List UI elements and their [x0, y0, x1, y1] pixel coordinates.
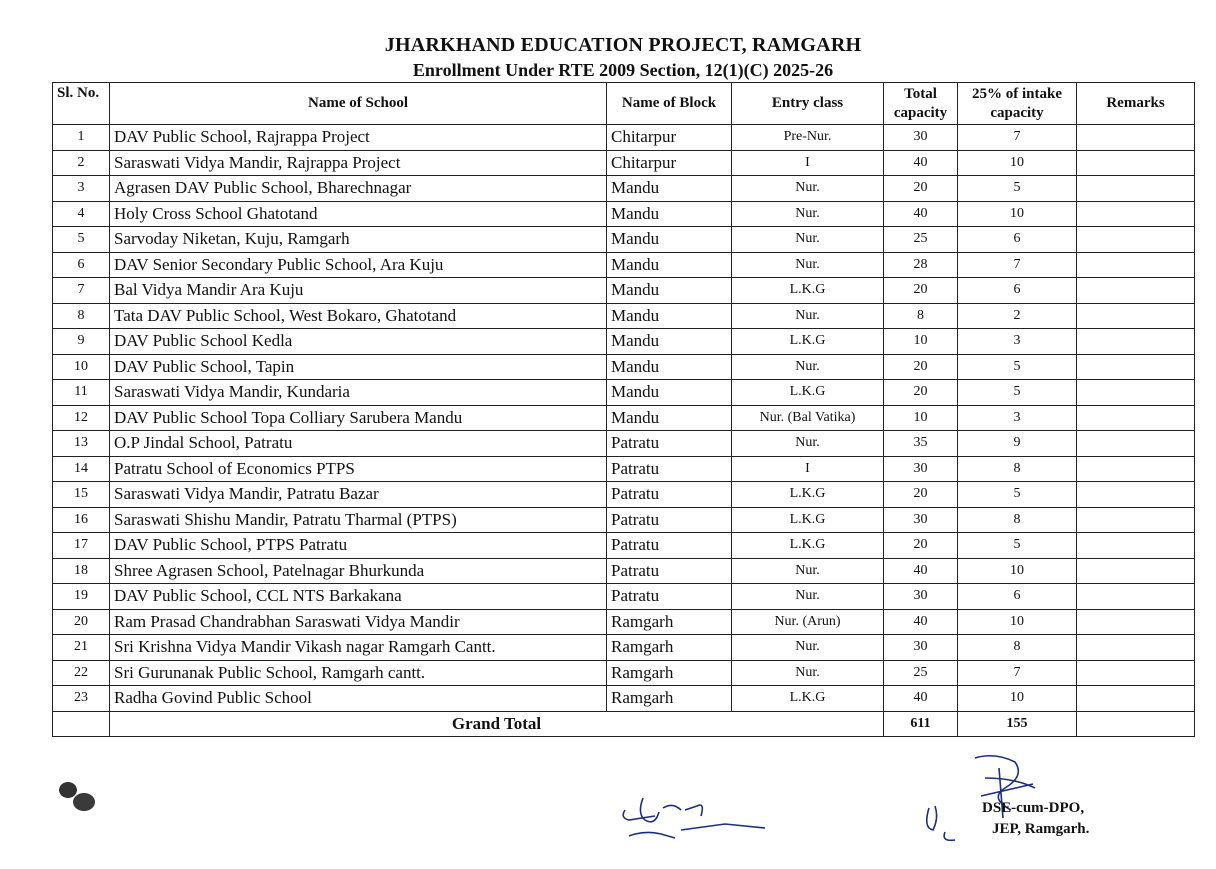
total-capacity-cell: 20 [884, 533, 958, 559]
sl-cell: 16 [53, 507, 110, 533]
block-name-cell: Mandu [607, 329, 732, 355]
total-capacity-cell: 40 [884, 150, 958, 176]
entry-class-cell: L.K.G [732, 278, 884, 304]
school-name-cell: Bal Vidya Mandir Ara Kuju [110, 278, 607, 304]
block-name-cell: Mandu [607, 354, 732, 380]
block-name-cell: Patratu [607, 584, 732, 610]
intake-capacity-cell: 5 [958, 482, 1077, 508]
total-capacity-cell: 8 [884, 303, 958, 329]
sl-cell: 22 [53, 660, 110, 686]
intake-capacity-cell: 5 [958, 176, 1077, 202]
remarks-cell [1077, 278, 1195, 304]
intake-capacity-cell: 10 [958, 686, 1077, 712]
block-name-cell: Patratu [607, 558, 732, 584]
table-row [53, 431, 1195, 457]
sl-cell: 20 [53, 609, 110, 635]
table-row [53, 660, 1195, 686]
total-capacity-cell: 20 [884, 482, 958, 508]
table-row [53, 380, 1195, 406]
enrollment-table [52, 82, 1195, 737]
entry-class-cell: Nur. (Arun) [732, 609, 884, 635]
school-name-cell: DAV Public School Topa Colliary Sarubera Mandu [110, 405, 607, 431]
grand-total-blank [53, 711, 110, 737]
table-row [53, 278, 1195, 304]
sl-cell: 7 [53, 278, 110, 304]
table-row [53, 252, 1195, 278]
block-name-cell: Ramgarh [607, 660, 732, 686]
intake-capacity-cell: 5 [958, 533, 1077, 559]
table-row [53, 354, 1195, 380]
table-row [53, 125, 1195, 151]
remarks-cell [1077, 176, 1195, 202]
table-row [53, 329, 1195, 355]
remarks-cell [1077, 354, 1195, 380]
school-name-cell: DAV Public School, Rajrappa Project [110, 125, 607, 151]
school-name-cell: Holy Cross School Ghatotand [110, 201, 607, 227]
entry-class-cell: I [732, 150, 884, 176]
table-row [53, 507, 1195, 533]
remarks-cell [1077, 686, 1195, 712]
intake-capacity-cell: 2 [958, 303, 1077, 329]
entry-class-cell: L.K.G [732, 329, 884, 355]
entry-class-cell: Pre-Nur. [732, 125, 884, 151]
remarks-cell [1077, 431, 1195, 457]
intake-capacity-cell: 3 [958, 329, 1077, 355]
table-row [53, 201, 1195, 227]
block-name-cell: Mandu [607, 252, 732, 278]
remarks-cell [1077, 507, 1195, 533]
sl-cell: 13 [53, 431, 110, 457]
entry-class-cell: Nur. [732, 201, 884, 227]
entry-class-cell: Nur. [732, 584, 884, 610]
school-name-cell: O.P Jindal School, Patratu [110, 431, 607, 457]
col-header-intake: 25% of intake capacity [958, 83, 1077, 125]
remarks-cell [1077, 660, 1195, 686]
grand-total-row [53, 711, 1195, 737]
handwritten-initial-mark [615, 790, 785, 850]
total-capacity-cell: 40 [884, 558, 958, 584]
table-row [53, 635, 1195, 661]
intake-capacity-cell: 10 [958, 558, 1077, 584]
entry-class-cell: L.K.G [732, 686, 884, 712]
entry-class-cell: I [732, 456, 884, 482]
school-name-cell: Ram Prasad Chandrabhan Saraswati Vidya Mandir [110, 609, 607, 635]
block-name-cell: Mandu [607, 176, 732, 202]
entry-class-cell: Nur. [732, 176, 884, 202]
remarks-cell [1077, 584, 1195, 610]
intake-capacity-cell: 9 [958, 431, 1077, 457]
remarks-cell [1077, 405, 1195, 431]
entry-class-cell: Nur. [732, 252, 884, 278]
remarks-cell [1077, 456, 1195, 482]
intake-capacity-cell: 8 [958, 635, 1077, 661]
intake-capacity-cell: 10 [958, 201, 1077, 227]
sl-cell: 10 [53, 354, 110, 380]
table-row [53, 482, 1195, 508]
school-name-cell: DAV Senior Secondary Public School, Ara Kuju [110, 252, 607, 278]
remarks-cell [1077, 252, 1195, 278]
sl-cell: 23 [53, 686, 110, 712]
table-row [53, 405, 1195, 431]
remarks-cell [1077, 558, 1195, 584]
total-capacity-cell: 20 [884, 380, 958, 406]
table-row [53, 303, 1195, 329]
page-title: JHARKHAND EDUCATION PROJECT, RAMGARH [384, 34, 862, 56]
total-capacity-cell: 40 [884, 201, 958, 227]
block-name-cell: Ramgarh [607, 635, 732, 661]
sl-cell: 8 [53, 303, 110, 329]
entry-class-cell: L.K.G [732, 533, 884, 559]
block-name-cell: Patratu [607, 456, 732, 482]
sl-cell: 5 [53, 227, 110, 253]
intake-capacity-cell: 6 [958, 227, 1077, 253]
remarks-cell [1077, 609, 1195, 635]
sl-cell: 19 [53, 584, 110, 610]
sl-cell: 21 [53, 635, 110, 661]
remarks-cell [1077, 150, 1195, 176]
col-header-sl: Sl. No. [53, 83, 110, 125]
remarks-cell [1077, 125, 1195, 151]
total-capacity-cell: 40 [884, 609, 958, 635]
entry-class-cell: Nur. [732, 431, 884, 457]
block-name-cell: Mandu [607, 201, 732, 227]
school-name-cell: Saraswati Vidya Mandir, Kundaria [110, 380, 607, 406]
school-name-cell: Tata DAV Public School, West Bokaro, Ghatotand [110, 303, 607, 329]
entry-class-cell: Nur. [732, 635, 884, 661]
total-capacity-cell: 20 [884, 278, 958, 304]
grand-total-remarks [1077, 711, 1195, 737]
entry-class-cell: L.K.G [732, 380, 884, 406]
intake-capacity-cell: 3 [958, 405, 1077, 431]
total-capacity-cell: 30 [884, 507, 958, 533]
total-capacity-cell: 10 [884, 329, 958, 355]
sl-cell: 6 [53, 252, 110, 278]
school-name-cell: Saraswati Vidya Mandir, Rajrappa Project [110, 150, 607, 176]
total-capacity-cell: 30 [884, 456, 958, 482]
entry-class-cell: Nur. (Bal Vatika) [732, 405, 884, 431]
table-header-row [53, 83, 1195, 125]
entry-class-cell: L.K.G [732, 482, 884, 508]
remarks-cell [1077, 329, 1195, 355]
table-row [53, 150, 1195, 176]
sl-cell: 14 [53, 456, 110, 482]
school-name-cell: Sri Krishna Vidya Mandir Vikash nagar Ramgarh Cantt. [110, 635, 607, 661]
block-name-cell: Chitarpur [607, 150, 732, 176]
block-name-cell: Mandu [607, 278, 732, 304]
total-capacity-cell: 25 [884, 227, 958, 253]
total-capacity-cell: 30 [884, 584, 958, 610]
intake-capacity-cell: 5 [958, 354, 1077, 380]
total-capacity-cell: 30 [884, 125, 958, 151]
school-name-cell: DAV Public School Kedla [110, 329, 607, 355]
grand-total-label: Grand Total [110, 711, 884, 737]
sl-cell: 12 [53, 405, 110, 431]
total-capacity-cell: 20 [884, 176, 958, 202]
intake-capacity-cell: 5 [958, 380, 1077, 406]
sl-cell: 11 [53, 380, 110, 406]
school-name-cell: Saraswati Shishu Mandir, Patratu Tharmal (PTPS) [110, 507, 607, 533]
intake-capacity-cell: 10 [958, 609, 1077, 635]
entry-class-cell: Nur. [732, 354, 884, 380]
col-header-total: Total capacity [884, 83, 958, 125]
intake-capacity-cell: 8 [958, 507, 1077, 533]
sl-cell: 2 [53, 150, 110, 176]
school-name-cell: Sri Gurunanak Public School, Ramgarh cantt. [110, 660, 607, 686]
entry-class-cell: Nur. [732, 303, 884, 329]
sl-cell: 1 [53, 125, 110, 151]
entry-class-cell: Nur. [732, 227, 884, 253]
intake-capacity-cell: 7 [958, 660, 1077, 686]
block-name-cell: Patratu [607, 431, 732, 457]
table-row [53, 584, 1195, 610]
remarks-cell [1077, 635, 1195, 661]
remarks-cell [1077, 303, 1195, 329]
table-row [53, 533, 1195, 559]
sl-cell: 9 [53, 329, 110, 355]
block-name-cell: Mandu [607, 405, 732, 431]
sl-cell: 15 [53, 482, 110, 508]
table-row [53, 176, 1195, 202]
table-row [53, 609, 1195, 635]
total-capacity-cell: 20 [884, 354, 958, 380]
intake-capacity-cell: 10 [958, 150, 1077, 176]
remarks-cell [1077, 533, 1195, 559]
total-capacity-cell: 10 [884, 405, 958, 431]
block-name-cell: Patratu [607, 507, 732, 533]
entry-class-cell: L.K.G [732, 507, 884, 533]
col-header-remarks: Remarks [1077, 83, 1195, 125]
block-name-cell: Patratu [607, 533, 732, 559]
intake-capacity-cell: 7 [958, 125, 1077, 151]
block-name-cell: Chitarpur [607, 125, 732, 151]
grand-total-capacity: 611 [884, 711, 958, 737]
school-name-cell: Patratu School of Economics PTPS [110, 456, 607, 482]
sl-cell: 18 [53, 558, 110, 584]
hole-punch-mark [56, 780, 100, 814]
school-name-cell: DAV Public School, PTPS Patratu [110, 533, 607, 559]
block-name-cell: Mandu [607, 380, 732, 406]
school-name-cell: Sarvoday Niketan, Kuju, Ramgarh [110, 227, 607, 253]
remarks-cell [1077, 227, 1195, 253]
table-row [53, 686, 1195, 712]
remarks-cell [1077, 201, 1195, 227]
signatory-office: JEP, Ramgarh. [992, 821, 1090, 837]
total-capacity-cell: 35 [884, 431, 958, 457]
school-name-cell: DAV Public School, Tapin [110, 354, 607, 380]
table-row [53, 227, 1195, 253]
signatory-designation: DSE-cum-DPO, [982, 800, 1085, 816]
block-name-cell: Mandu [607, 227, 732, 253]
entry-class-cell: Nur. [732, 660, 884, 686]
remarks-cell [1077, 380, 1195, 406]
block-name-cell: Patratu [607, 482, 732, 508]
sl-cell: 3 [53, 176, 110, 202]
intake-capacity-cell: 6 [958, 278, 1077, 304]
total-capacity-cell: 40 [884, 686, 958, 712]
block-name-cell: Ramgarh [607, 609, 732, 635]
grand-total-intake: 155 [958, 711, 1077, 737]
table-row [53, 558, 1195, 584]
total-capacity-cell: 30 [884, 635, 958, 661]
school-name-cell: Radha Govind Public School [110, 686, 607, 712]
entry-class-cell: Nur. [732, 558, 884, 584]
school-name-cell: Saraswati Vidya Mandir, Patratu Bazar [110, 482, 607, 508]
intake-capacity-cell: 6 [958, 584, 1077, 610]
page-subtitle: Enrollment Under RTE 2009 Section, 12(1)(C) 2025-26 [412, 60, 834, 80]
block-name-cell: Ramgarh [607, 686, 732, 712]
table-row [53, 456, 1195, 482]
col-header-entry: Entry class [732, 83, 884, 125]
school-name-cell: DAV Public School, CCL NTS Barkakana [110, 584, 607, 610]
school-name-cell: Shree Agrasen School, Patelnagar Bhurkunda [110, 558, 607, 584]
col-header-school: Name of School [110, 83, 607, 125]
school-name-cell: Agrasen DAV Public School, Bharechnagar [110, 176, 607, 202]
remarks-cell [1077, 482, 1195, 508]
col-header-block: Name of Block [607, 83, 732, 125]
total-capacity-cell: 28 [884, 252, 958, 278]
intake-capacity-cell: 7 [958, 252, 1077, 278]
block-name-cell: Mandu [607, 303, 732, 329]
total-capacity-cell: 25 [884, 660, 958, 686]
intake-capacity-cell: 8 [958, 456, 1077, 482]
sl-cell: 4 [53, 201, 110, 227]
sl-cell: 17 [53, 533, 110, 559]
